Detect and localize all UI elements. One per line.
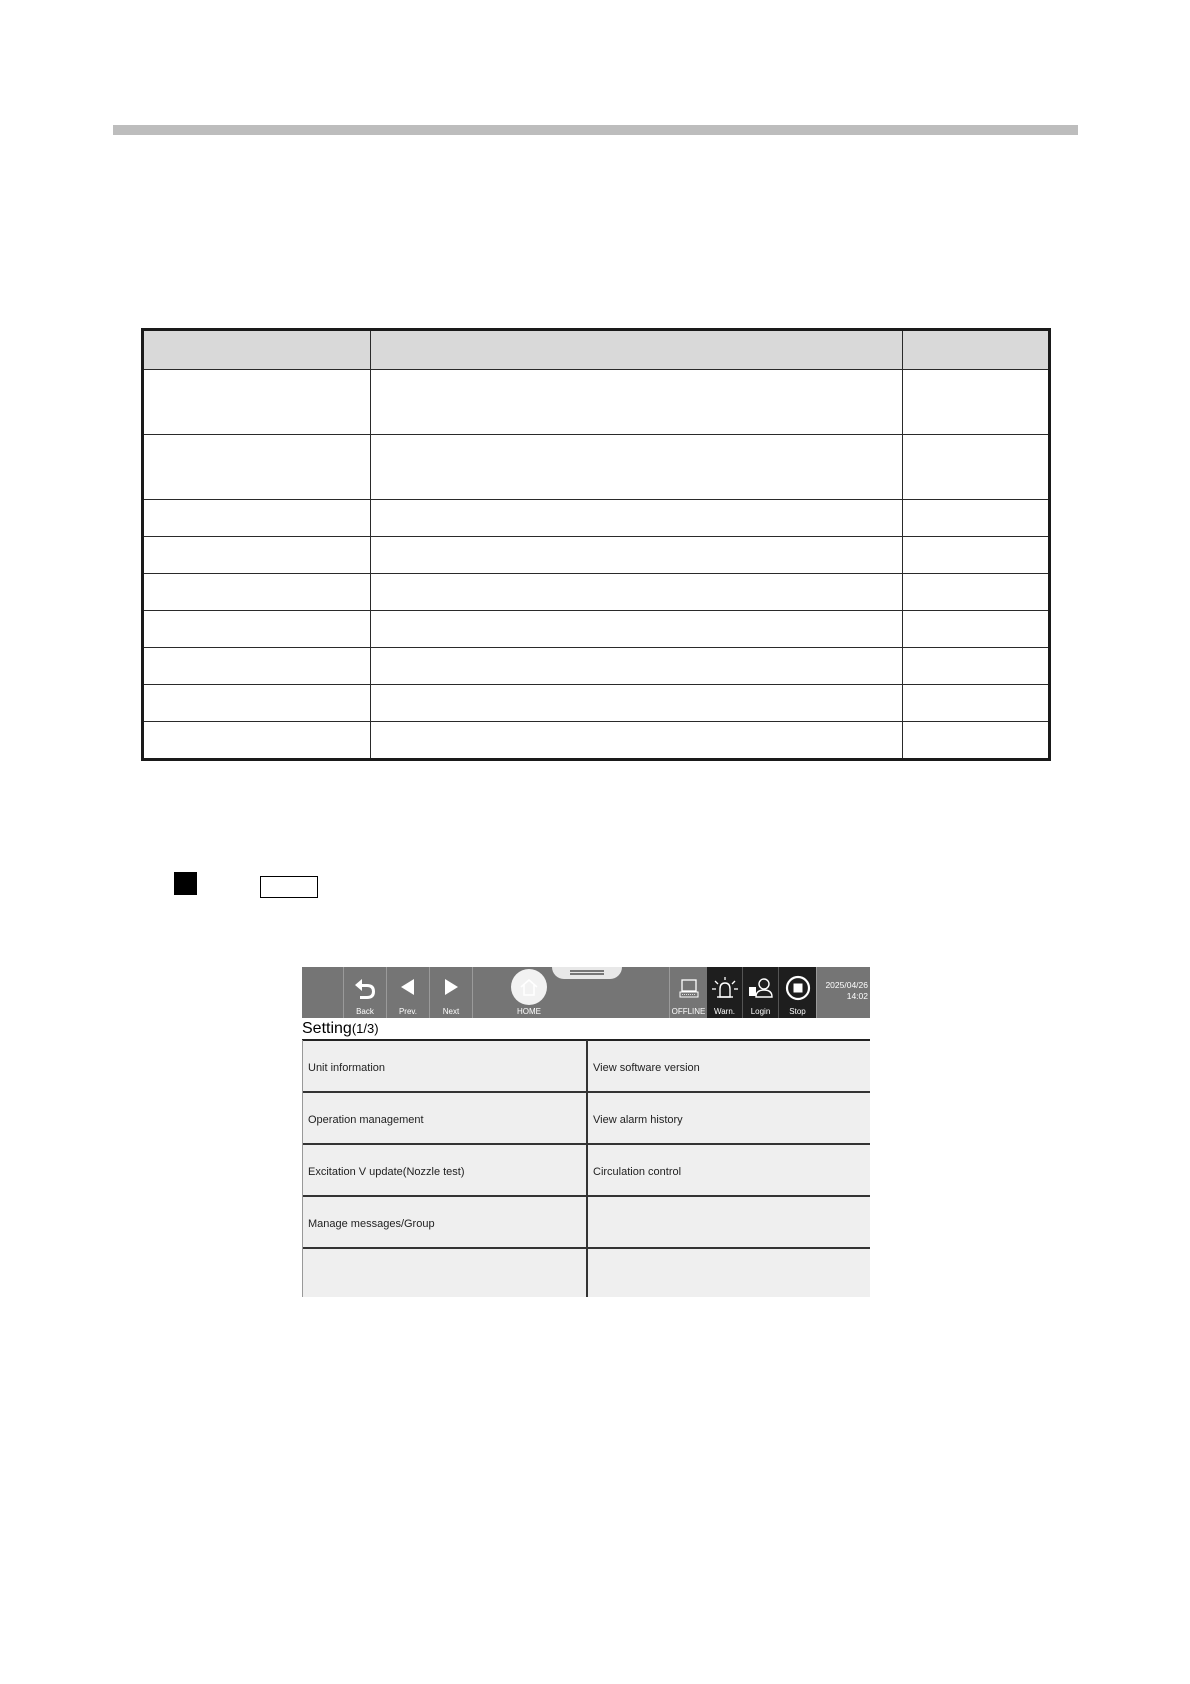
table-cell xyxy=(370,537,902,574)
menu-item-label: Circulation control xyxy=(593,1166,682,1178)
back-button[interactable] xyxy=(344,967,386,1018)
warn-label: Warn. xyxy=(713,1007,736,1016)
warning-lamp-icon xyxy=(711,977,739,999)
grid-left-border xyxy=(302,1040,303,1297)
setting-screen-capture xyxy=(302,967,870,1297)
table-header-cell xyxy=(903,330,1050,370)
menu-item-excitation-v-update[interactable] xyxy=(302,1145,586,1195)
pc-offline-icon xyxy=(679,977,699,999)
table-cell xyxy=(903,611,1050,648)
warning-button[interactable] xyxy=(707,967,742,1018)
stop-button[interactable] xyxy=(779,967,816,1018)
home-label: HOME xyxy=(517,1007,541,1016)
table-cell xyxy=(143,500,371,537)
next-button[interactable] xyxy=(430,967,472,1018)
table-cell xyxy=(370,685,902,722)
home-icon[interactable] xyxy=(511,969,547,1005)
back-arrow-icon xyxy=(353,977,377,999)
screen-title-text: Setting xyxy=(302,1020,352,1037)
offline-label: OFFLINE xyxy=(671,1007,706,1016)
login-button[interactable] xyxy=(743,967,778,1018)
table-cell xyxy=(370,435,902,500)
table-cell xyxy=(143,435,371,500)
menu-item-label: View software version xyxy=(593,1062,700,1074)
table-cell xyxy=(903,500,1050,537)
table-cell xyxy=(903,648,1050,685)
table-row xyxy=(143,611,1050,648)
menu-item-empty[interactable] xyxy=(587,1249,870,1297)
key-label-box xyxy=(260,876,318,898)
page-indicator: (1/3) xyxy=(351,1021,379,1036)
pull-down-handle[interactable] xyxy=(552,967,622,979)
datetime xyxy=(817,980,868,1002)
table-row xyxy=(143,574,1050,611)
menu-item-label: Excitation V update(Nozzle test) xyxy=(308,1166,465,1178)
menu-item-empty[interactable] xyxy=(302,1249,586,1297)
menu-item-circulation-control[interactable] xyxy=(587,1145,870,1195)
table-header-cell xyxy=(143,330,371,370)
table-row xyxy=(143,537,1050,574)
table-cell xyxy=(143,370,371,435)
table-cell xyxy=(370,722,902,760)
stop-icon xyxy=(785,975,811,1001)
table-header-cell xyxy=(370,330,902,370)
login-label: Login xyxy=(750,1007,771,1016)
table-cell xyxy=(903,722,1050,760)
table-cell xyxy=(143,537,371,574)
table-row xyxy=(143,370,1050,435)
date-text: 2025/04/26 xyxy=(825,980,868,990)
menu-item-view-alarm-history[interactable] xyxy=(587,1093,870,1143)
header-rule xyxy=(113,125,1078,135)
table-cell xyxy=(903,370,1050,435)
section-bullet xyxy=(174,872,197,895)
prev-label: Prev. xyxy=(398,1007,418,1016)
offline-status-button[interactable] xyxy=(670,967,707,1018)
prev-triangle-icon xyxy=(398,977,418,997)
next-label: Next xyxy=(442,1007,460,1016)
menu-item-label: Operation management xyxy=(308,1114,424,1126)
back-label: Back xyxy=(356,1007,374,1016)
table-cell xyxy=(903,537,1050,574)
time-text: 14:02 xyxy=(846,991,868,1001)
table-row xyxy=(143,722,1050,760)
menu-item-empty[interactable] xyxy=(587,1197,870,1247)
table-cell xyxy=(370,500,902,537)
menu-item-label: View alarm history xyxy=(593,1114,683,1126)
menu-item-view-software-version[interactable] xyxy=(587,1041,870,1091)
table-row xyxy=(143,435,1050,500)
prev-button[interactable] xyxy=(387,967,429,1018)
menu-item-operation-management[interactable] xyxy=(302,1093,586,1143)
grid-column-divider xyxy=(586,1040,588,1297)
table-cell xyxy=(143,648,371,685)
menu-item-unit-information[interactable] xyxy=(302,1041,586,1091)
table-cell xyxy=(143,722,371,760)
menu-item-label: Unit information xyxy=(308,1062,386,1074)
stop-label: Stop xyxy=(789,1007,806,1016)
table-cell xyxy=(903,435,1050,500)
menu-item-label: Manage messages/Group xyxy=(308,1218,435,1230)
table-row xyxy=(143,648,1050,685)
table-cell xyxy=(903,685,1050,722)
table-cell xyxy=(143,574,371,611)
next-triangle-icon xyxy=(441,977,461,997)
toolbar xyxy=(302,967,870,1018)
screen-title xyxy=(302,1019,379,1039)
table-row xyxy=(143,685,1050,722)
table-header-row xyxy=(143,330,1050,370)
menu-item-manage-messages-group[interactable] xyxy=(302,1197,586,1247)
table-row xyxy=(143,500,1050,537)
table-cell xyxy=(370,574,902,611)
table-cell xyxy=(370,611,902,648)
document-table xyxy=(141,328,1051,761)
table-cell xyxy=(143,685,371,722)
table-cell xyxy=(903,574,1050,611)
table-cell xyxy=(143,611,371,648)
table-cell xyxy=(370,648,902,685)
user-login-icon xyxy=(747,977,775,999)
table-cell xyxy=(370,370,902,435)
